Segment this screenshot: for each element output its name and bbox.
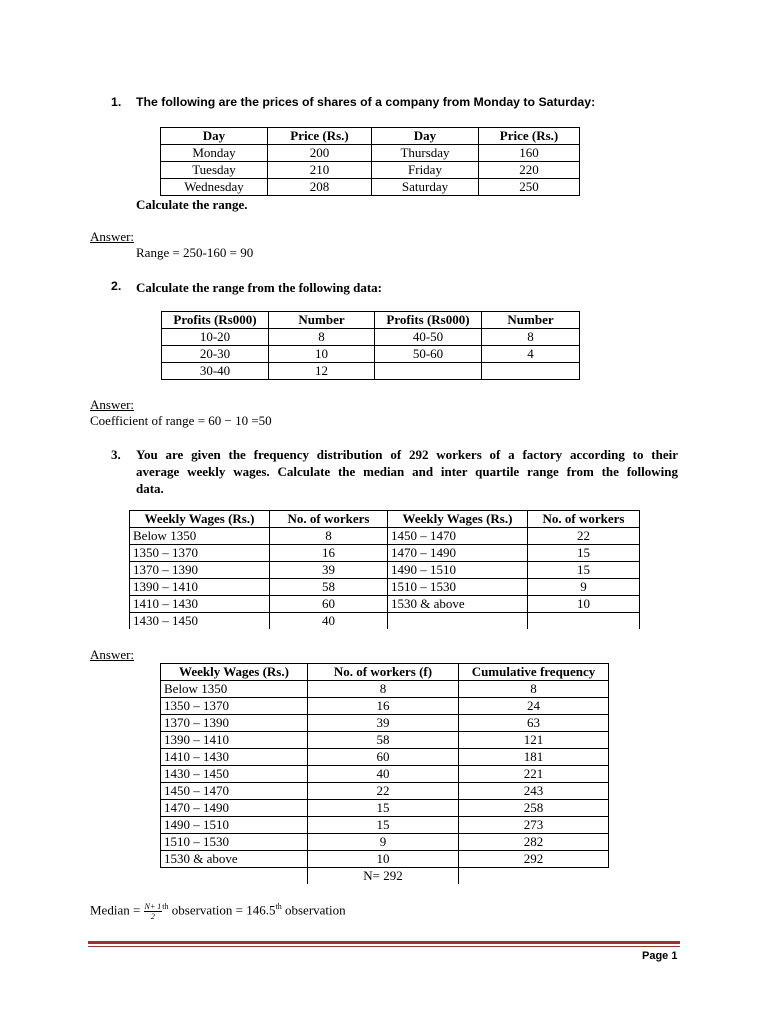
table-cell: 1530 & above — [161, 851, 308, 868]
table-cell: 12 — [269, 363, 375, 380]
table-cell: 1490 – 1510 — [161, 817, 308, 834]
table-cell: 40 — [270, 613, 388, 630]
table-cell: 1450 – 1470 — [388, 528, 528, 545]
answer-1-label: Answer: — [90, 229, 135, 244]
answer-2-text: Coefficient of range = 60 − 10 =50 — [90, 413, 272, 428]
empty-cell — [459, 868, 609, 885]
table-cell: 1430 – 1450 — [130, 613, 270, 630]
table-cell: 40-50 — [375, 329, 482, 346]
table-cell: 1410 – 1430 — [130, 596, 270, 613]
answer-1-text: Range = 250-160 = 90 — [136, 245, 254, 260]
table-header: Profits (Rs000) — [375, 312, 482, 329]
table-cell: Thursday — [372, 145, 479, 162]
median-prefix: Median = — [90, 902, 141, 918]
median-middle: observation = 146.5 — [168, 902, 276, 918]
table-cell — [388, 613, 528, 630]
table-cell: 1490 – 1510 — [388, 562, 528, 579]
question-1-instruction: Calculate the range. — [136, 197, 248, 212]
table-header: No. of workers (f) — [308, 664, 459, 681]
table-row — [130, 528, 640, 545]
median-formula — [90, 902, 346, 921]
table-cell: 1430 – 1450 — [161, 766, 308, 783]
question-2-number: 2. — [111, 279, 122, 293]
table-cell: 1350 – 1370 — [161, 698, 308, 715]
profits-table — [161, 311, 580, 380]
table-cell: 10 — [269, 346, 375, 363]
table-cell: 8 — [269, 329, 375, 346]
table-header: No. of workers — [270, 511, 388, 528]
table-header-row — [162, 312, 580, 329]
table-cell: Below 1350 — [130, 528, 270, 545]
table-cell: 1410 – 1430 — [161, 749, 308, 766]
footer-rule — [88, 941, 680, 944]
cumulative-frequency-table — [160, 663, 609, 884]
table-cell: 1510 – 1530 — [388, 579, 528, 596]
table-cell: 30-40 — [162, 363, 269, 380]
median-superscript: th — [162, 902, 169, 912]
table-header: Price (Rs.) — [479, 128, 580, 145]
table-cell: 1390 – 1410 — [161, 732, 308, 749]
table-row — [161, 732, 609, 749]
table-cell: Friday — [372, 162, 479, 179]
empty-cell — [161, 868, 308, 885]
table-cell: 1350 – 1370 — [130, 545, 270, 562]
table-row — [161, 851, 609, 868]
table-header: Day — [372, 128, 479, 145]
table-cell: 22 — [308, 783, 459, 800]
table-cell: 8 — [459, 681, 609, 698]
table-row — [130, 613, 640, 630]
table-cell: 243 — [459, 783, 609, 800]
table-header: Cumulative frequency — [459, 664, 609, 681]
table-header: Weekly Wages (Rs.) — [161, 664, 308, 681]
table-cell: 1510 – 1530 — [161, 834, 308, 851]
table-cell: Saturday — [372, 179, 479, 196]
table-cell: Tuesday — [161, 162, 268, 179]
question-3-line: average weekly wages. Calculate the median and inter quartile range from the following — [136, 464, 678, 479]
median-numerator: N+ 1 — [144, 902, 162, 911]
question-1-text: The following are the prices of shares of a company from Monday to Saturday: — [136, 95, 596, 109]
table-cell: Wednesday — [161, 179, 268, 196]
table-row — [162, 363, 580, 380]
table-cell: 8 — [270, 528, 388, 545]
footer-rule-thin — [88, 946, 680, 947]
table-row — [162, 329, 580, 346]
table-cell: 10-20 — [162, 329, 269, 346]
page-number: Page 1 — [642, 950, 678, 962]
median-fraction — [144, 902, 163, 921]
table-total-row — [161, 868, 609, 885]
table-cell: 15 — [308, 817, 459, 834]
table-row — [161, 179, 580, 196]
table-header: Number — [482, 312, 580, 329]
table-row — [162, 346, 580, 363]
table-cell — [528, 613, 640, 630]
table-row — [161, 162, 580, 179]
table-header: Weekly Wages (Rs.) — [388, 511, 528, 528]
table-row — [130, 596, 640, 613]
table-cell: 1390 – 1410 — [130, 579, 270, 596]
table-row — [161, 749, 609, 766]
table-cell: 58 — [270, 579, 388, 596]
table-cell: 10 — [528, 596, 640, 613]
median-suffix: observation — [281, 902, 346, 918]
table-header: Day — [161, 128, 268, 145]
table-cell: 250 — [479, 179, 580, 196]
table-cell: 24 — [459, 698, 609, 715]
table-cell: 40 — [308, 766, 459, 783]
question-3-text — [136, 446, 678, 497]
table-cell: 200 — [268, 145, 372, 162]
question-3-line: You are given the frequency distribution of 292 workers of a factory according to their — [136, 447, 678, 462]
answer-3-label: Answer: — [90, 647, 135, 662]
table-cell: 9 — [308, 834, 459, 851]
table-cell: 1450 – 1470 — [161, 783, 308, 800]
table-header-row — [161, 128, 580, 145]
table-cell: 282 — [459, 834, 609, 851]
table-cell: 181 — [459, 749, 609, 766]
table-row — [161, 698, 609, 715]
table-cell: 210 — [268, 162, 372, 179]
table-cell: 16 — [270, 545, 388, 562]
table-cell: 58 — [308, 732, 459, 749]
table-header: Price (Rs.) — [268, 128, 372, 145]
median-denominator: 2 — [150, 912, 155, 921]
table-header: Profits (Rs000) — [162, 312, 269, 329]
table-cell: 9 — [528, 579, 640, 596]
table-cell: 15 — [528, 562, 640, 579]
table-cell — [482, 363, 580, 380]
table-row — [161, 145, 580, 162]
median-superscript-2: th — [275, 902, 282, 912]
table-row — [161, 715, 609, 732]
table-row — [130, 562, 640, 579]
table-row — [130, 545, 640, 562]
table-cell: 8 — [308, 681, 459, 698]
table-cell: 15 — [528, 545, 640, 562]
table-header: Number — [269, 312, 375, 329]
table-cell: 1370 – 1390 — [161, 715, 308, 732]
table-cell: 50-60 — [375, 346, 482, 363]
table-cell: 258 — [459, 800, 609, 817]
table-cell: 1530 & above — [388, 596, 528, 613]
table-row — [161, 817, 609, 834]
table-row — [161, 681, 609, 698]
table-cell: 22 — [528, 528, 640, 545]
table-cell: 39 — [308, 715, 459, 732]
answer-2-label: Answer: — [90, 397, 135, 412]
table-cell: 121 — [459, 732, 609, 749]
table-cell: Monday — [161, 145, 268, 162]
table-cell: 273 — [459, 817, 609, 834]
table-cell: 15 — [308, 800, 459, 817]
table-cell: 10 — [308, 851, 459, 868]
table-row — [161, 800, 609, 817]
table-cell: 160 — [479, 145, 580, 162]
table-cell: 16 — [308, 698, 459, 715]
table-cell: 60 — [270, 596, 388, 613]
table-cell: 4 — [482, 346, 580, 363]
question-3-number: 3. — [111, 447, 121, 462]
question-2-text: Calculate the range from the following data: — [136, 280, 383, 295]
table-row — [161, 766, 609, 783]
table-header: No. of workers — [528, 511, 640, 528]
table-cell: 1370 – 1390 — [130, 562, 270, 579]
table-header: Weekly Wages (Rs.) — [130, 511, 270, 528]
table-cell: 39 — [270, 562, 388, 579]
table-cell: 60 — [308, 749, 459, 766]
table-header-row — [161, 664, 609, 681]
table-cell — [375, 363, 482, 380]
table-cell: 221 — [459, 766, 609, 783]
table-cell: 8 — [482, 329, 580, 346]
table-cell: 63 — [459, 715, 609, 732]
table-cell: 20-30 — [162, 346, 269, 363]
table-cell: Below 1350 — [161, 681, 308, 698]
table-cell: 1470 – 1490 — [161, 800, 308, 817]
wages-table — [129, 510, 640, 629]
table-cell: 1470 – 1490 — [388, 545, 528, 562]
table-row — [130, 579, 640, 596]
table-cell: 292 — [459, 851, 609, 868]
question-1-number: 1. — [111, 95, 122, 109]
table-row — [161, 783, 609, 800]
table-row — [161, 834, 609, 851]
table-cell: 220 — [479, 162, 580, 179]
question-3-line: data. — [136, 481, 164, 496]
total-cell: N= 292 — [308, 868, 459, 885]
table-cell: 208 — [268, 179, 372, 196]
table-header-row — [130, 511, 640, 528]
share-price-table — [160, 127, 580, 196]
